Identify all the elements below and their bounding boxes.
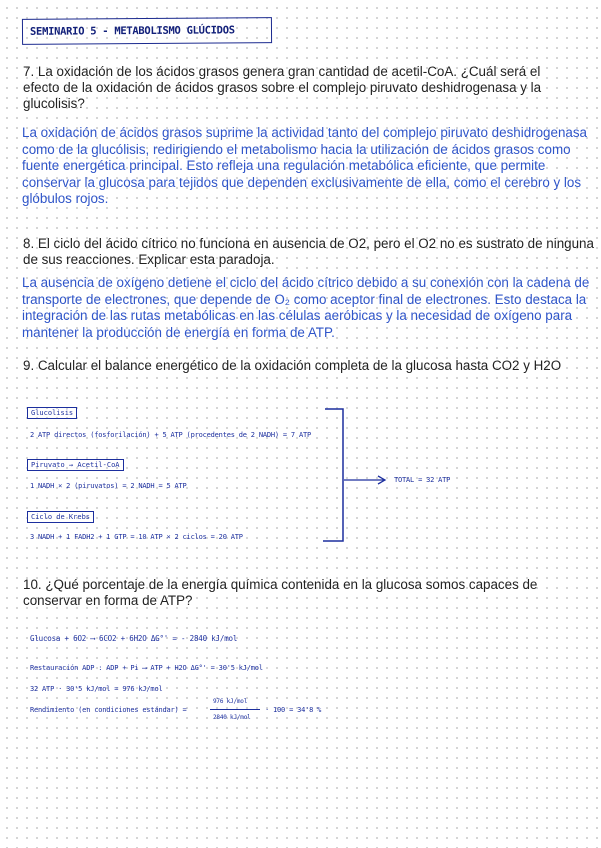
krebs-calculation: 3 NADH + 1 FADH2 + 1 GTP = 10 ATP × 2 ciclos = 20 ATP bbox=[30, 533, 243, 541]
question-9: 9. Calcular el balance energético de la oxidación completa de la glucosa hasta CO2 y H2O bbox=[23, 358, 562, 373]
glycolysis-label: Glucolisis bbox=[27, 407, 77, 419]
yield-numerator: 976 kJ/mol bbox=[213, 698, 248, 705]
total-atp: TOTAL = 32 ATP bbox=[394, 476, 451, 484]
yield-label: Rendimiento (en condiciones estándar) = bbox=[30, 706, 187, 714]
glycolysis-calculation: 2 ATP directos (fosforilación) + 5 ATP (procedentes de 2 NADH) = 7 ATP bbox=[30, 431, 312, 439]
summation-bracket bbox=[320, 405, 420, 545]
adp-restoration-equation: Restauración ADP : ADP + Pi ⟶ ATP + H2O ΔG°' = 30'5 kJ/mol bbox=[30, 664, 263, 672]
krebs-label: Ciclo de Krebs bbox=[27, 511, 94, 523]
question-7: 7. La oxidación de los ácidos grasos genera gran cantidad de acetil-CoA. ¿Cuál será el efecto de la oxidación de ácidos grasos sobre el complejo piruvato deshidrogenasa y la glucolisis? bbox=[23, 64, 542, 111]
pyruvate-calculation: 1 NADH × 2 (piruvatos) = 2 NADH = 5 ATP bbox=[30, 482, 187, 490]
page-title: SEMINARIO 5 - METABOLISMO GLÚCIDOS bbox=[22, 17, 272, 45]
question-8: 8. El ciclo del ácido cítrico no funciona en ausencia de O2, pero el O2 no es sustrato de ninguna de sus reacciones. Explicar esta paradoja. bbox=[23, 236, 594, 267]
fraction-bar bbox=[210, 709, 260, 710]
answer-7: La oxidación de ácidos grasos suprime la actividad tanto del complejo piruvato deshidrogenasa como de la glucólisis, redirigiendo el metabolismo hacia la utilización de ácidos grasos como fuente energética principal. Esto refleja una regulación metabólica eficiente, que permite conservar la glucosa para tejidos que dependen exclusivamente de ella, como el cerebro y los glóbulos rojos. bbox=[22, 125, 587, 207]
atp-energy-calculation: 32 ATP · 30'5 kJ/mol = 976 kJ/mol bbox=[30, 685, 163, 693]
answer-8: La ausencia de oxígeno detiene el ciclo del ácido cítrico debido a su conexión con la cadena de transporte de electrones, que depende de O₂ como aceptor final de electrones. Esto destaca la integración de las rutas metabólicas en las células aeróbicas y la necesidad de oxígeno para mantener la producción de energía en forma de ATP. bbox=[22, 275, 590, 340]
yield-result: · 100 = 34'8 % bbox=[265, 706, 322, 714]
glucose-oxidation-equation: Glucosa + 6O2 ⟶ 6CO2 + 6H2O ΔG°' = - 2840 kJ/mol bbox=[30, 634, 238, 643]
yield-denominator: 2840 kJ/mol bbox=[213, 714, 251, 721]
question-10: 10. ¿Qué porcentaje de la energía química contenida en la glucosa somos capaces de conservar en forma de ATP? bbox=[23, 577, 538, 608]
pyruvate-label: Piruvato → Acetil-CoA bbox=[27, 459, 124, 471]
